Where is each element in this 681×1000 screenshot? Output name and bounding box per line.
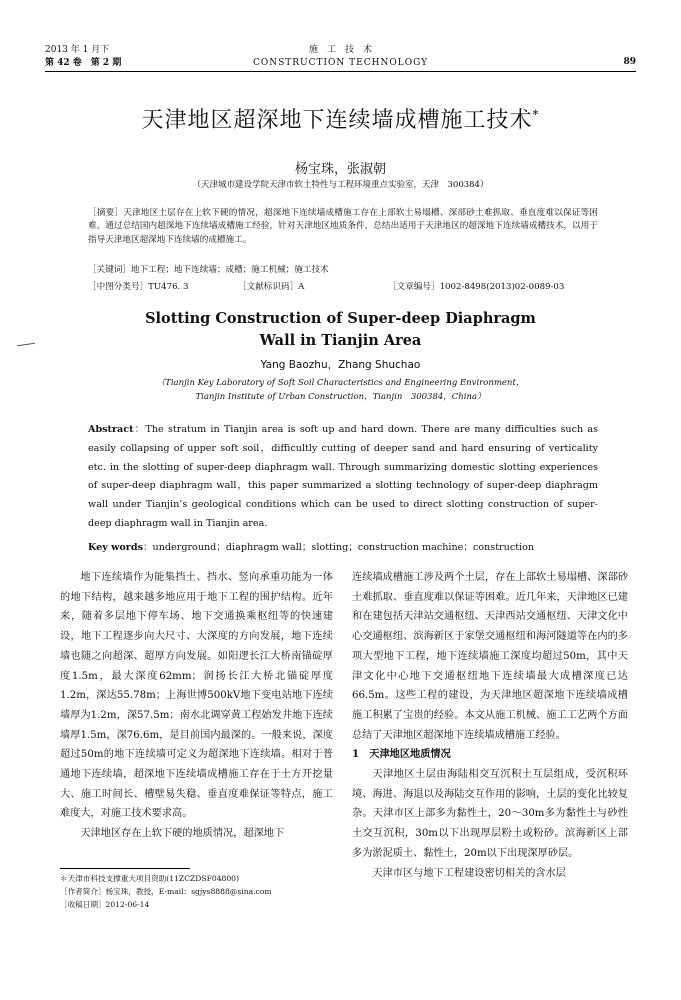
article-no-field	[388, 282, 564, 292]
affiliation-en-line2: Tianjin Institute of Urban Construction，Tianjin 300384，China）	[195, 392, 486, 402]
doc-code-value: A	[298, 282, 305, 292]
abstract-cn-label: ［摘要］	[88, 208, 124, 218]
abstract-en-label: Abstract	[88, 424, 134, 435]
title-en	[0, 308, 681, 352]
abstract-cn	[88, 207, 598, 247]
keywords-cn-text: 地下工程；地下连续墙；成槽；施工机械；施工技术	[130, 265, 329, 275]
abstract-cn-text: 天津地区土层存在上软下硬的情况，超深地下连续墙成槽施工存在上部软土易塌槽、深部砂土难抓取、垂直度难以保证等困难。通过总结国内超深地下连续墙成槽施工经验，针对天津地区地质条件，总结出适用于天津地区的超深地下连续墙成槽技术，以用于指导天津地区超深地下连续墙的成槽施工。	[88, 208, 598, 245]
body-paragraph: 天津地区存在上软下硬的地质情况，超深地下	[80, 828, 285, 840]
footnote-rule	[60, 868, 190, 869]
journal-name-en: CONSTRUCTION TECHNOLOGY	[252, 58, 429, 68]
journal-header	[0, 44, 681, 70]
keywords-en	[88, 539, 598, 553]
section-heading: 1 天津地区地质情况	[352, 748, 451, 761]
title-en-line1: Slotting Construction of Super-deep Diaphragm	[145, 310, 536, 327]
header-rule	[45, 71, 636, 72]
article-no-value: 1002-8498(2013)02-0089-03	[439, 282, 565, 292]
issue-date: 2013 年 1 月下	[45, 45, 110, 55]
page-number: 89	[623, 57, 636, 67]
footnotes	[60, 872, 340, 911]
footnote-fund: ＊天津市科技支撑重大项目资助(11ZCZDSF04800)	[60, 874, 239, 883]
clc-field	[88, 280, 238, 292]
affiliation-cn: （天津城市建设学院天津市软土特性与工程环境重点实验室，天津 300384）	[192, 180, 489, 190]
clc-label: ［中图分类号］	[88, 282, 149, 292]
title-en-line2: Wall in Tianjin Area	[259, 332, 422, 349]
body-paragraph: 天津市区与地下工程建设密切相关的含水层	[372, 867, 566, 879]
title-cn	[0, 103, 681, 134]
doc-code-label: ［文献标识码］	[238, 282, 299, 292]
authors-en: Yang Baozhu，Zhang Shuchao	[260, 359, 421, 371]
title-cn-text: 天津地区超深地下连续墙成槽施工技术	[141, 108, 533, 133]
keywords-en-label: Key words	[88, 542, 143, 553]
article-no-label: ［文章编号］	[388, 282, 440, 292]
title-footnote-mark: *	[532, 107, 540, 122]
footnote-received: ［收稿日期］2012-06-14	[60, 900, 150, 909]
body-paragraph: 天津地区土层由海陆相交互沉积土互层组成，受沉积环境、海进、海退以及海陆交互作用的影响，土层的变化比较复杂。天津市区上部多为黏性土，20～30m多为黏性土与砂性土交互沉积，30m以下出现厚层粉土或粉砂。滨海新区上部多为淤泥质土、黏性土，20m以下出现深厚砂层。	[352, 769, 628, 859]
keywords-en-text: ：underground；diaphragm wall；slotting；construction machine；construction	[142, 542, 535, 553]
footnote-author: ［作者简介］杨宝珠，教授，E-mail：sgjys8888@sina.com	[60, 887, 272, 896]
journal-name-cn: 施 工 技 术	[308, 45, 372, 55]
abstract-en-text: ：The stratum in Tianjin area is soft up and hard down. There are many difficulties such as easily collapsing of upper soft soil，difficultly cutting of deeper sand and hard ensuring of verticality etc. in the slotting of super-deep diaphragm wall. Through summarizing domestic slotting experiences of super-deep diaphragm wall，this paper summarized a slotting technology of super-deep diaphragm wall under Tianjin’s geological conditions which can be used to direct slotting construction of super-deep diaphragm wall in Tianjin area.	[88, 424, 598, 529]
body-paragraph: 连续墙成槽施工涉及两个土层，存在上部软土易塌槽、深部砂土难抓取、垂直度难以保证等困难。近几年来，天津地区已建和在建包括天津站交通枢纽、天津西站交通枢纽、天津文化中心交通枢纽、滨海新区于家堡交通枢纽和海河隧道等在内的多项大型地下工程，地下连续墙施工深度均超过50m，其中天津文化中心地下交通枢纽地下连续墙最大成槽深度已达66.5m。这些工程的建设，为天津地区超深地下连续墙成槽施工积累了宝贵的经验。本文从施工机械、施工工艺两个方面总结了天津地区超深地下连续墙成槽施工经验。	[352, 572, 628, 741]
classification-row	[88, 280, 598, 292]
clc-value: TU476. 3	[148, 282, 189, 292]
keywords-cn-label: ［关键词］	[88, 265, 131, 275]
body-column-right	[352, 568, 628, 883]
affiliation-en	[0, 376, 681, 404]
volume-issue: 第 42 卷 第 2 期	[45, 58, 122, 68]
keywords-cn	[88, 263, 598, 275]
abstract-en	[88, 421, 598, 534]
body-column-left	[60, 568, 333, 844]
body-paragraph: 地下连续墙作为能集挡土、挡水、竖向承重功能为一体的地下结构，越来越多地应用于地下工程的围护结构。近年来，随着多层地下停车场、地下交通换乘枢纽等的快速建设，地下工程逐步向大尺寸、大深度的方向发展，地下连续墙也随之向超深、超厚方向发展。如阳逻长江大桥南锚碇厚度1.5m，最大深度62mm；润扬长江大桥北锚碇厚度1.2m，深达55.78m；上海世博500kV地下变电站地下连续墙厚为1.2m，深57.5m；南水北调穿黄工程始发井地下连续墙厚1.5m，深76.6m，是目前国内最深的。一般来说，深度超过50m的地下连续墙可定义为超深地下连续墙。相对于普通地下连续墙，超深地下连续墙成槽施工存在于土方开挖量大、施工时间长、槽壁易失稳、垂直度难保证等特点，施工难度大，对施工技术要求高。	[60, 572, 333, 820]
affiliation-en-line1: （Tianjin Key Laboratory of Soft Soil Characteristics and Engineering Environment，	[156, 378, 525, 388]
authors-cn: 杨宝珠，张淑朝	[294, 162, 386, 177]
doc-code-field	[238, 280, 388, 292]
